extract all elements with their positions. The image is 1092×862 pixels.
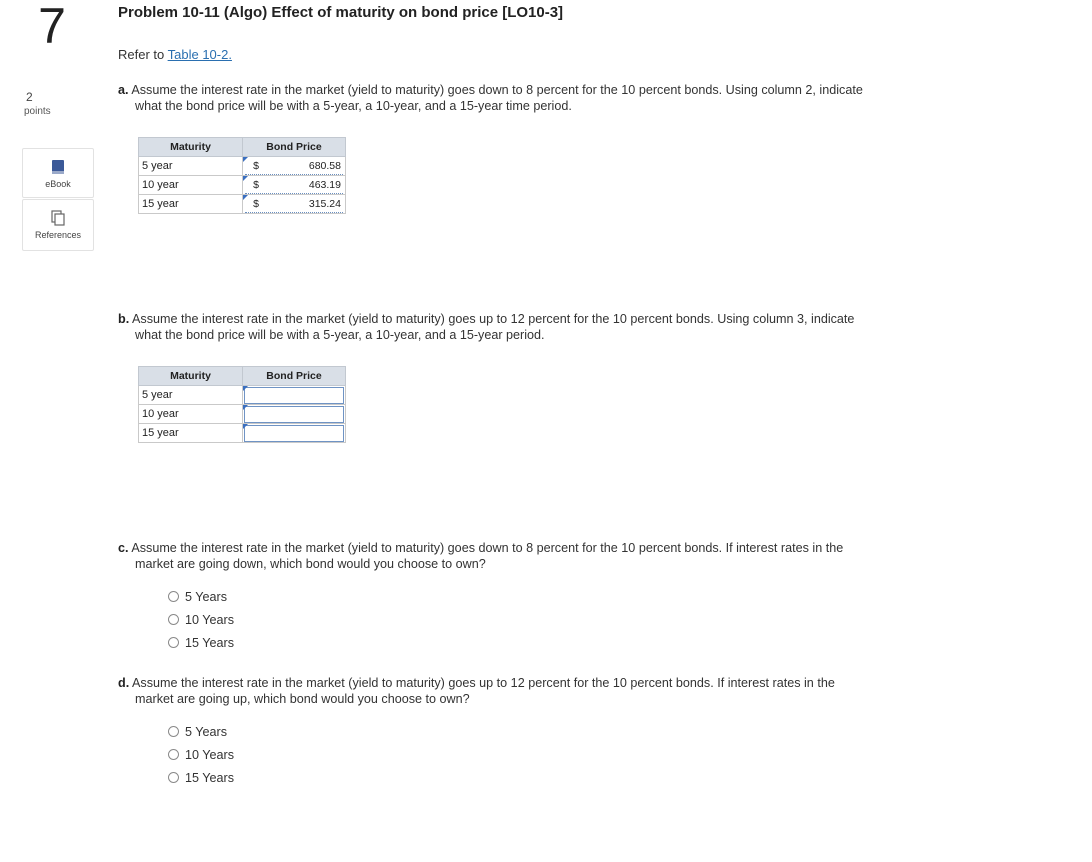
part-a-question (118, 82, 938, 114)
bond-price-input[interactable] (243, 176, 346, 195)
table-row (139, 195, 346, 214)
radio-option[interactable] (168, 585, 234, 608)
ebook-label: eBook (45, 179, 71, 189)
col-bond-price-header: Bond Price (243, 138, 346, 157)
part-b-text-line1: Assume the interest rate in the market (yield to maturity) goes up to 12 percent for the 10 percent bonds. Using column 3, indicate (129, 312, 855, 326)
maturity-cell: 15 year (139, 424, 243, 443)
part-c-text-line1: Assume the interest rate in the market (yield to maturity) goes down to 8 percent for the 10 percent bonds. If interest rates in the (128, 541, 844, 555)
part-c-options (168, 585, 234, 654)
radio-option[interactable] (168, 743, 234, 766)
maturity-cell: 10 year (139, 176, 243, 195)
part-d-label: d. (118, 676, 130, 690)
bond-price-input[interactable] (243, 157, 346, 176)
radio-button[interactable] (168, 591, 179, 602)
part-d-text-line1: Assume the interest rate in the market (yield to maturity) goes up to 12 percent for the 10 percent bonds. If interest rates in the (129, 676, 835, 690)
radio-label: 5 Years (185, 589, 228, 604)
points-label: points (24, 106, 51, 117)
bond-price-value: 463.19 (308, 178, 341, 191)
answer-flag-icon (243, 195, 248, 200)
references-button[interactable] (22, 199, 94, 251)
col-bond-price-header: Bond Price (243, 367, 346, 386)
maturity-cell: 5 year (139, 386, 243, 405)
answer-flag-icon (243, 424, 248, 429)
col-maturity-header: Maturity (139, 367, 243, 386)
ebook-button[interactable] (22, 148, 94, 198)
radio-label: 10 Years (185, 747, 235, 762)
radio-button[interactable] (168, 772, 179, 783)
bond-price-input[interactable] (243, 424, 346, 443)
radio-label: 5 Years (185, 724, 228, 739)
maturity-cell: 5 year (139, 157, 243, 176)
references-label: References (34, 230, 82, 240)
points-value: 2 (26, 90, 33, 104)
answer-flag-icon (243, 405, 248, 410)
currency-symbol: $ (253, 197, 259, 210)
radio-option[interactable] (168, 631, 234, 654)
radio-option[interactable] (168, 720, 234, 743)
radio-label: 15 Years (185, 770, 235, 785)
part-c-label: c. (118, 541, 129, 555)
part-a-table (138, 137, 346, 214)
part-d-options (168, 720, 234, 789)
currency-symbol: $ (253, 178, 259, 191)
table-row (139, 405, 346, 424)
part-b-label: b. (118, 312, 130, 326)
problem-title: Problem 10-11 (Algo) Effect of maturity on bond price [LO10-3] (118, 4, 564, 21)
bond-price-value: 315.24 (308, 197, 341, 210)
table-row (139, 176, 346, 195)
bond-price-input[interactable] (243, 405, 346, 424)
refer-text (118, 47, 232, 62)
part-c-question (118, 540, 938, 572)
answer-flag-icon (243, 386, 248, 391)
bond-price-value: 680.58 (308, 159, 341, 172)
part-a-text-line2: what the bond price will be with a 5-year, a 10-year, and a 15-year time period. (135, 99, 572, 113)
part-d-text-line2: market are going up, which bond would you choose to own? (135, 692, 470, 706)
radio-button[interactable] (168, 726, 179, 737)
part-c-text-line2: market are going down, which bond would you choose to own? (135, 557, 486, 571)
radio-button[interactable] (168, 637, 179, 648)
part-b-text-line2: what the bond price will be with a 5-year, a 10-year, and a 15-year period. (135, 328, 545, 342)
part-d-question (118, 675, 938, 707)
answer-flag-icon (243, 176, 248, 181)
part-a-label: a. (118, 83, 129, 97)
part-b-table (138, 366, 346, 443)
answer-flag-icon (243, 157, 248, 162)
radio-label: 10 Years (185, 612, 235, 627)
radio-option[interactable] (168, 766, 234, 789)
bond-price-input[interactable] (243, 195, 346, 214)
radio-button[interactable] (168, 749, 179, 760)
radio-option[interactable] (168, 608, 234, 631)
table-10-2-link[interactable]: Table 10-2. (167, 47, 232, 62)
table-row (139, 386, 346, 405)
refer-prefix: Refer to (118, 47, 168, 62)
radio-label: 15 Years (185, 635, 235, 650)
bond-price-input[interactable] (243, 386, 346, 405)
col-maturity-header: Maturity (139, 138, 243, 157)
table-row (139, 424, 346, 443)
part-b-question (118, 311, 938, 343)
maturity-cell: 10 year (139, 405, 243, 424)
question-number: 7 (38, 0, 66, 54)
currency-symbol: $ (253, 159, 259, 172)
part-a-text-line1: Assume the interest rate in the market (yield to maturity) goes down to 8 percent for the 10 percent bonds. Using column 2, indicate (128, 83, 863, 97)
book-icon (51, 159, 65, 175)
maturity-cell: 15 year (139, 195, 243, 214)
table-row (139, 157, 346, 176)
radio-button[interactable] (168, 614, 179, 625)
references-icon (51, 210, 65, 226)
